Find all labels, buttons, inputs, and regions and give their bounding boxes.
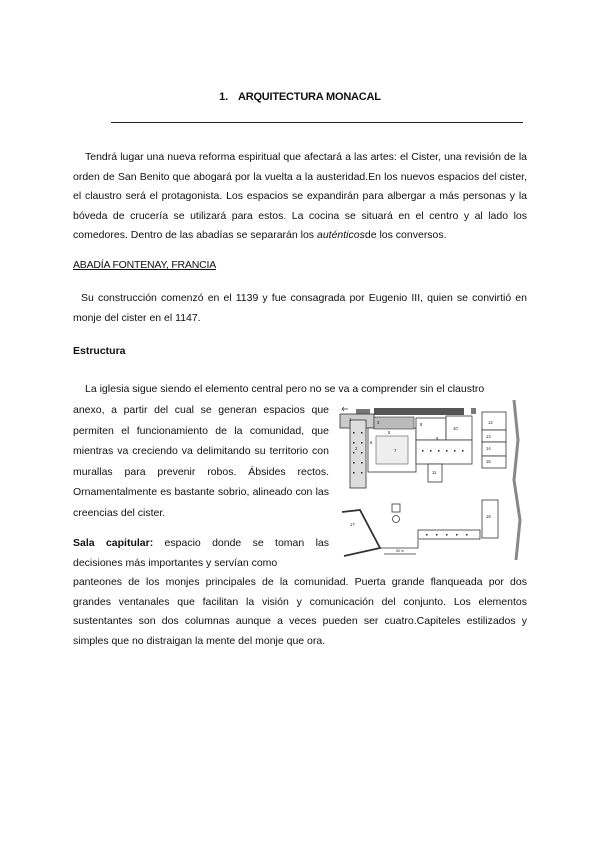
svg-text:2: 2 xyxy=(355,446,358,451)
svg-text:16: 16 xyxy=(486,514,491,519)
svg-text:9: 9 xyxy=(436,436,439,441)
chapter-house-paragraph-continued: panteones de los monjes principales de la comunidad. Puerta grande flanqueada por dos grandes ventanales que facilitan la visión y comunicación del conjunto. Los elementos sustentantes son dos columnas aunque a veces pueden ser cuatro.Capiteles estilizados y simples que no distraigan la mente del monje que ora. xyxy=(73,576,527,647)
plan-church xyxy=(350,420,366,488)
structure-paragraph-first-line: La iglesia sigue siendo el elemento central pero no se va a comprender sin el claustro xyxy=(85,383,485,395)
svg-text:3: 3 xyxy=(377,420,380,425)
svg-text:7: 7 xyxy=(394,448,397,453)
intro-paragraph xyxy=(73,148,527,246)
intro-text-end: de los conversos. xyxy=(364,229,447,241)
section-heading: ABADÍA FONTENAY, FRANCIA xyxy=(73,259,217,271)
chapter-house-text: espacio donde se toman las decisiones más importantes y servían como xyxy=(73,537,329,569)
svg-text:11: 11 xyxy=(432,470,437,475)
svg-text:14: 14 xyxy=(486,446,491,451)
svg-text:8: 8 xyxy=(420,422,423,427)
svg-text:10: 10 xyxy=(453,426,458,431)
structure-paragraph: anexo, a partir del cual se generan espacios que permiten el funcionamiento de la comunidad, que mientras va creciendo va delimitando su territorio con murallas para prevenir robos. Ábsides rectos. Ornamentalmente es bastante sobrio, alineado con las creencias del cister. xyxy=(73,404,329,519)
plan-north-wing xyxy=(374,408,464,415)
intro-text: Tendrá lugar una nueva reforma espiritual que afectará a las artes: el Cister, una revisión de la orden de San Benito que abogará por la vuelta a la austeridad.En los nuevos espacios del cister, el claustro será el protagonista. Los espacios se expandirán para albergar a más personas y la bóveda de crucería se utilizará para estos. La cocina se situará en el centro y al lado los comedores. Dentro de las abadías se separarán los xyxy=(73,151,527,241)
title-number: 1. xyxy=(219,91,228,103)
chapter-house-paragraph xyxy=(73,534,329,573)
svg-text:15: 15 xyxy=(486,459,491,464)
svg-text:1: 1 xyxy=(349,417,352,422)
structure-heading: Estructura xyxy=(73,345,126,357)
svg-text:12: 12 xyxy=(488,420,493,425)
svg-text:13: 13 xyxy=(486,434,491,439)
svg-text:6: 6 xyxy=(370,440,373,445)
page-title xyxy=(0,91,600,103)
intro-italic-word: auténticos xyxy=(316,229,365,241)
construction-paragraph: Su construcción comenzó en el 1139 y fue consagrada por Eugenio III, quien se convirtió en monje del cister en el 1147. xyxy=(73,292,527,324)
plan-scale-label: 50 m xyxy=(396,549,404,553)
title-underline-rule xyxy=(111,122,523,123)
chapter-house-label: Sala capitular: xyxy=(73,537,154,549)
abbey-floor-plan xyxy=(338,400,528,560)
title-text: ARQUITECTURA MONACAL xyxy=(237,91,381,103)
svg-text:5: 5 xyxy=(388,430,391,435)
svg-text:17: 17 xyxy=(350,522,355,527)
